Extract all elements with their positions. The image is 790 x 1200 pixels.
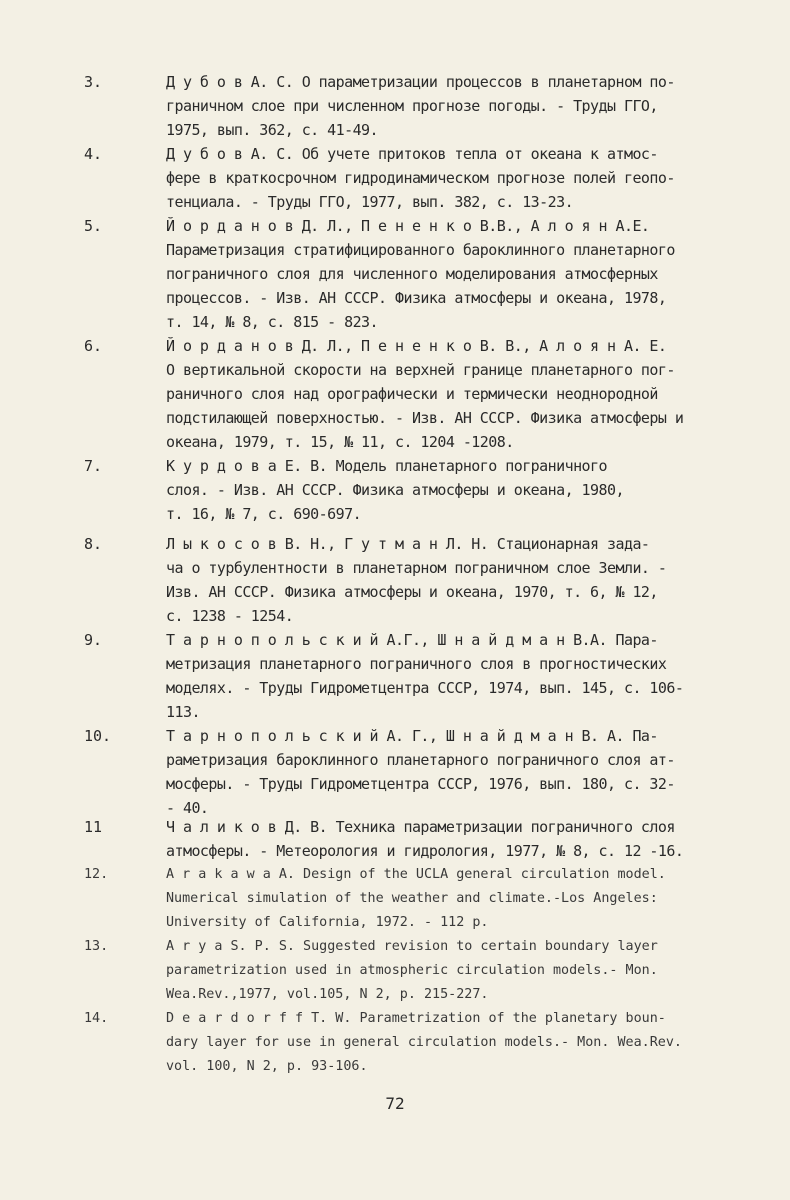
reference-text [166, 532, 786, 628]
reference-line: Т а р н о п о л ь с к и й А. Г., Ш н а й д м а н В. А. Па- [166, 727, 658, 745]
reference-line: D e a r d o r f f T. W. Parametrization of the planetary boun- [166, 1011, 666, 1026]
reference-line: Й о р д а н о в Д. Л., П е н е н к о В. В., А л о я н А. Е. [166, 337, 667, 355]
reference-line: раничного слоя над орографически и термически неоднородной [166, 385, 658, 403]
reference-line: 1975, вып. 362, с. 41-49. [166, 121, 379, 139]
reference-text [166, 142, 786, 214]
reference-text [166, 454, 786, 526]
reference-text [166, 863, 786, 935]
reference-line: Изв. АН СССР. Физика атмосферы и океана, 1970, т. 6, № 12, [166, 583, 658, 601]
reference-line: т. 16, № 7, с. 690-697. [166, 505, 362, 523]
reference-number: 12. [84, 867, 109, 882]
reference-line: A r a k a w a A. Design of the UCLA general circulation model. [166, 867, 666, 882]
reference-number: 4. [84, 145, 103, 163]
reference-line: К у р д о в а Е. В. Модель планетарного пограничного [166, 457, 608, 475]
reference-line: Ч а л и к о в Д. В. Техника параметризации пограничного слоя [166, 818, 675, 836]
reference-number: 6. [84, 337, 103, 355]
reference-text [166, 935, 786, 1007]
reference-number: 5. [84, 217, 103, 235]
reference-line: тенциала. - Труды ГГО, 1977, вып. 382, с. 13-23. [166, 193, 574, 211]
reference-line: Wea.Rev.,1977, vol.105, N 2, p. 215-227. [166, 987, 489, 1002]
reference-text [166, 724, 786, 820]
reference-text [166, 70, 786, 142]
reference-line: слоя. - Изв. АН СССР. Физика атмосферы и океана, 1980, [166, 481, 624, 499]
reference-line: подстилающей поверхностью. - Изв. АН СССР. Физика атмосферы и [166, 409, 684, 427]
reference-number: 14. [84, 1011, 109, 1026]
reference-line: моделях. - Труды Гидрометцентра СССР, 1974, вып. 145, с. 106- [166, 679, 684, 697]
reference-line: граничном слое при численном прогнозе погоды. - Труды ГГО, [166, 97, 658, 115]
reference-line: dary layer for use in general circulation models.- Mon. Wea.Rev. [166, 1035, 682, 1050]
reference-line: мосферы. - Труды Гидрометцентра СССР, 1976, вып. 180, с. 32- [166, 775, 675, 793]
reference-line: О вертикальной скорости на верхней границе планетарного пог- [166, 361, 675, 379]
reference-line: Numerical simulation of the weather and climate.-Los Angeles: [166, 891, 658, 906]
reference-line: фере в краткосрочном гидродинамическом прогнозе полей геопо- [166, 169, 675, 187]
reference-line: parametrization used in atmospheric circulation models.- Mon. [166, 963, 658, 978]
reference-line: пограничного слоя для численного моделирования атмосферных [166, 265, 658, 283]
reference-line: т. 14, № 8, с. 815 - 823. [166, 313, 379, 331]
reference-line: - 40. [166, 799, 209, 817]
reference-line: University of California, 1972. - 112 p. [166, 915, 489, 930]
reference-line: атмосферы. - Метеорология и гидрология, 1977, № 8, с. 12 -16. [166, 842, 684, 860]
reference-line: океана, 1979, т. 15, № 11, с. 1204 -1208. [166, 433, 514, 451]
reference-text [166, 214, 786, 334]
reference-line: ча о турбулентности в планетарном пограничном слое Земли. - [166, 559, 667, 577]
reference-text [166, 815, 786, 863]
reference-line: Д у б о в А. С. Об учете притоков тепла от океана к атмос- [166, 145, 658, 163]
reference-line: 113. [166, 703, 200, 721]
reference-line: метризация планетарного пограничного слоя в прогностических [166, 655, 667, 673]
reference-line: Параметризация стратифицированного бароклинного планетарного [166, 241, 675, 259]
reference-text [166, 628, 786, 724]
reference-number: 10. [84, 727, 112, 745]
reference-line: с. 1238 - 1254. [166, 607, 294, 625]
reference-line: vol. 100, N 2, p. 93-106. [166, 1059, 368, 1074]
reference-line: раметризация бароклинного планетарного пограничного слоя ат- [166, 751, 675, 769]
reference-number: 3. [84, 73, 103, 91]
reference-text [166, 334, 786, 454]
reference-line: Й о р д а н о в Д. Л., П е н е н к о В.В., А л о я н А.Е. [166, 217, 650, 235]
reference-number: 13. [84, 939, 109, 954]
reference-text [166, 1007, 786, 1079]
reference-line: Т а р н о п о л ь с к и й А.Г., Ш н а й д м а н В.А. Пара- [166, 631, 658, 649]
reference-line: Л ы к о с о в В. Н., Г у т м а н Л. Н. Стационарная зада- [166, 535, 650, 553]
page-number: 72 [385, 1094, 405, 1113]
reference-line: процессов. - Изв. АН СССР. Физика атмосферы и океана, 1978, [166, 289, 667, 307]
reference-number: 9. [84, 631, 103, 649]
reference-number: 7. [84, 457, 103, 475]
reference-line: Д у б о в А. С. О параметризации процессов в планетарном по- [166, 73, 675, 91]
reference-line: A r y a S. P. S. Suggested revision to certain boundary layer [166, 939, 658, 954]
reference-number: 11 [84, 818, 103, 836]
reference-number: 8. [84, 535, 103, 553]
